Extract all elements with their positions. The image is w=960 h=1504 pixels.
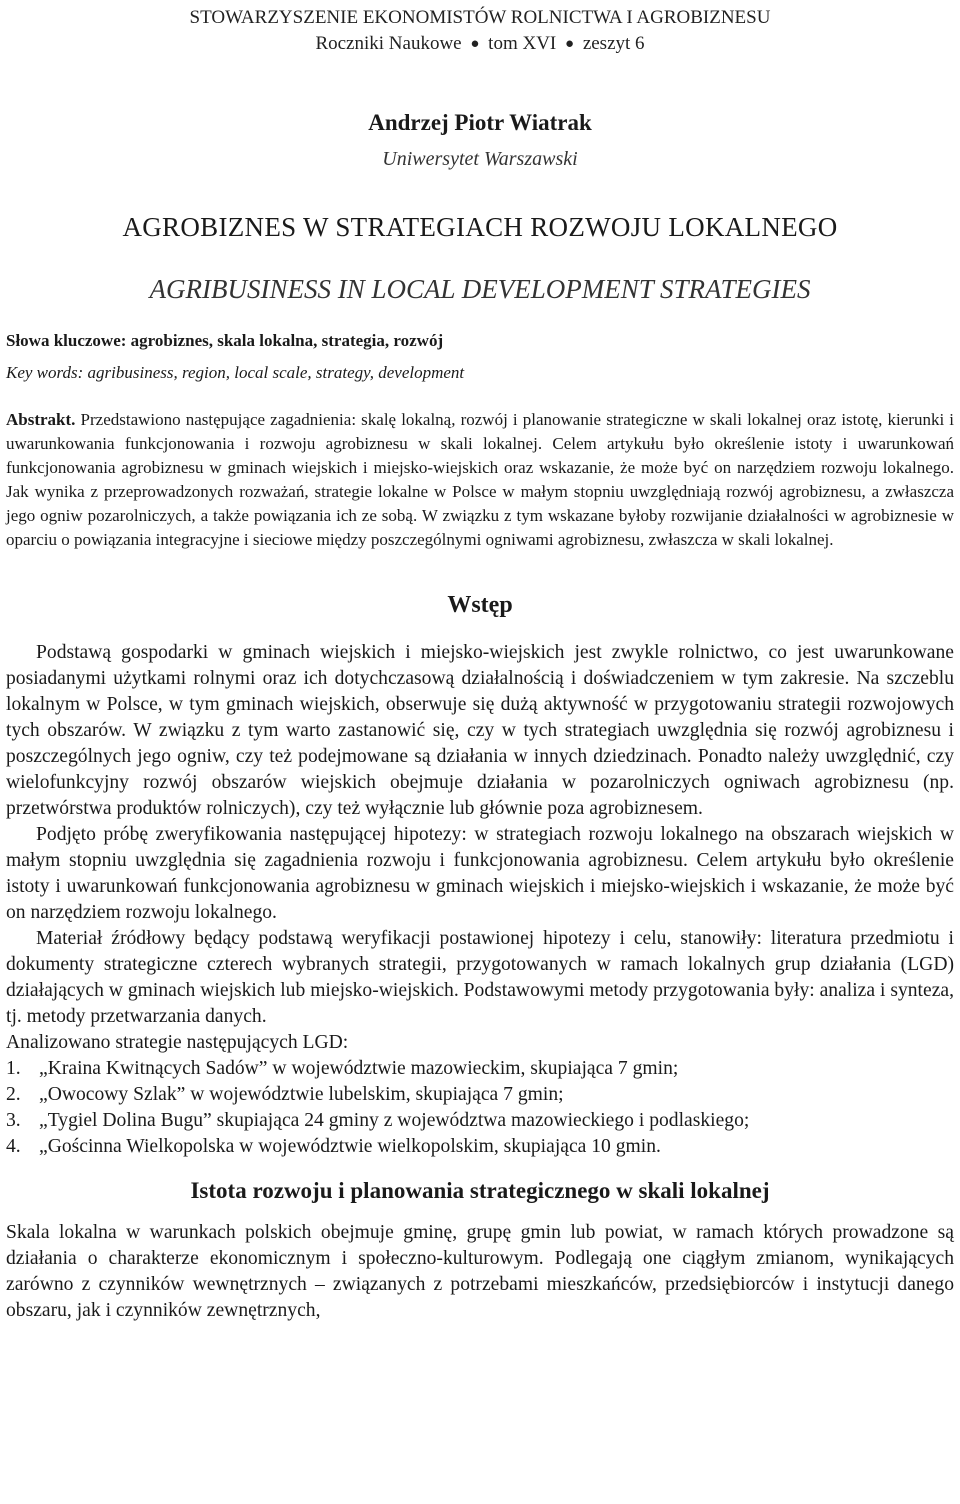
keywords-polish: Słowa kluczowe: agrobiznes, skala lokalna, strategia, rozwój <box>6 331 444 350</box>
list-number: 3. <box>6 1110 21 1131</box>
section2-body <box>0 1220 960 1324</box>
list-item <box>6 1108 954 1134</box>
paragraph: Skala lokalna w warunkach polskich obejmuje gminę, grupę gmin lub powiat, w ramach których prowadzone są działania o charakterze ekonomicznym i społeczno-kulturowym. Podlegają one ciągłym zmianom, wynikających zarówno z czynników wewnętrznych – związanych z potrzebami mieszkańców, przedsiębiorców i instytucji danego obszaru, jak i czynników zewnętrznych, <box>6 1222 954 1321</box>
journal-volume: tom XVI <box>488 33 557 54</box>
paragraph: Podjęto próbę zweryfikowania następującej hipotezy: w strategiach rozwoju lokalnego na obszarach wiejskich w małym stopniu uwzględnia się zagadnienia rozwoju i funkcjonowania agrobiznesu. Celem artykułu było określenie istoty i uwarunkowań funkcjonowania agrobiznesu w gminach wiejskich i miejsko-wiejskich i wskazanie, że może być on narzędziem rozwoju lokalnego. <box>6 824 954 923</box>
publisher-name: STOWARZYSZENIE EKONOMISTÓW ROLNICTWA I AGROBIZNESU <box>189 7 771 28</box>
list-number: 1. <box>6 1058 21 1079</box>
bullet-icon: ● <box>470 36 480 52</box>
section-heading-intro: Wstęp <box>447 592 513 618</box>
journal-issue: zeszyt 6 <box>582 33 645 54</box>
journal-issue-line <box>0 31 960 57</box>
list-item-text: „Tygiel Dolina Bugu” skupiająca 24 gminy z województwa mazowieckiego i podlaskiego; <box>39 1110 750 1131</box>
abstract-label: Abstrakt. <box>6 410 76 429</box>
section-heading-2: Istota rozwoju i planowania strategicznego w skali lokalnej <box>190 1178 770 1203</box>
bullet-icon: ● <box>565 36 575 52</box>
lgd-list <box>6 1056 954 1160</box>
journal-header <box>0 0 960 57</box>
list-number: 4. <box>6 1136 21 1157</box>
list-item-text: „Kraina Kwitnących Sadów” w województwie mazowieckim, skupiająca 7 gmin; <box>39 1058 679 1079</box>
keywords-english: Key words: agribusiness, region, local scale, strategy, development <box>6 363 465 382</box>
paragraph: Materiał źródłowy będący podstawą weryfikacji postawionej hipotezy i celu, stanowiły: literatura przedmiotu i dokumenty strategiczne czterech wybranych strategii, przygotowanych w ramach lokalnych grup działania (LGD) działających w gminach wiejskich lub miejsko-wiejskich. Podstawowymi metody przygotowania były: analiza i synteza, tj. metody przetwarzania danych. <box>6 928 954 1027</box>
list-item <box>6 1056 954 1082</box>
abstract-text: Przedstawiono następujące zagadnienia: skalę lokalną, rozwój i planowanie strategiczne w skali lokalnej oraz istotę, kierunki i uwarunkowania funkcjonowania i rozwoju agrobiznesu w skali lokalnej. Celem artykułu było określenie istoty i uwarunkowań funkcjonowania agrobiznesu w gminach wiejskich i miejsko-wiejskich oraz wskazanie, że może być on narzędziem rozwoju lokalnego. Jak wynika z przeprowadzonych rozważań, strategie lokalne w Polsce w małym stopniu uwzględniają rozwój agrobiznesu, a zwłaszcza jego ogniw pozarolniczych, a także powiązania ich ze sobą. W związku z tym wskazane byłoby rozwijanie działalności w agrobiznesie w oparciu o powiązania integracyjne i sieciowe między poszczególnymi ogniwami agrobiznesu, zwłaszcza w skali lokalnej. <box>6 410 955 549</box>
list-lead: Analizowano strategie następujących LGD: <box>6 1032 349 1053</box>
paragraph: Podstawą gospodarki w gminach wiejskich i miejsko-wiejskich jest zwykle rolnictwo, co jest uwarunkowane posiadanymi użytkami rolnymi oraz ich dotychczasową działalnością i doświadczeniem w tym zakresie. Na szczeblu lokalnym w Polsce, w tym gminach wiejskich, obserwuje się dużą aktywność w przygotowaniu strategii rozwojowych tych obszarów. W związku z tym warto zastanowić się, czy w tych strategiach uwzględnia się rozwój agrobiznesu i poszczególnych jego ogniw, czy też podejmowane są działania w innych dziedzinach. Ponadto należy uwzględnić, czy wielofunkcyjny rozwój obszarów wiejskich obejmuje działania w pozarolniczych ogniwach agrobiznesu (np. przetwórstwa produktów rolniczych), czy też wyłącznie lub głównie poza agrobiznesem. <box>6 642 954 819</box>
intro-body <box>0 640 960 1160</box>
list-item-text: „Gościnna Wielkopolska w województwie wielkopolskim, skupiająca 10 gmin. <box>39 1136 661 1157</box>
list-item <box>6 1082 954 1108</box>
abstract <box>0 408 960 552</box>
list-item-text: „Owocowy Szlak” w województwie lubelskim, skupiająca 7 gmin; <box>39 1084 564 1105</box>
title-english: AGRIBUSINESS IN LOCAL DEVELOPMENT STRATEGIES <box>149 274 811 304</box>
title-polish: AGROBIZNES W STRATEGIACH ROZWOJU LOKALNEGO <box>122 212 838 242</box>
journal-name: Roczniki Naukowe <box>315 33 462 54</box>
list-number: 2. <box>6 1084 21 1105</box>
author-affiliation: Uniwersytet Warszawski <box>382 148 578 170</box>
list-item <box>6 1134 954 1160</box>
author-name: Andrzej Piotr Wiatrak <box>368 110 592 135</box>
